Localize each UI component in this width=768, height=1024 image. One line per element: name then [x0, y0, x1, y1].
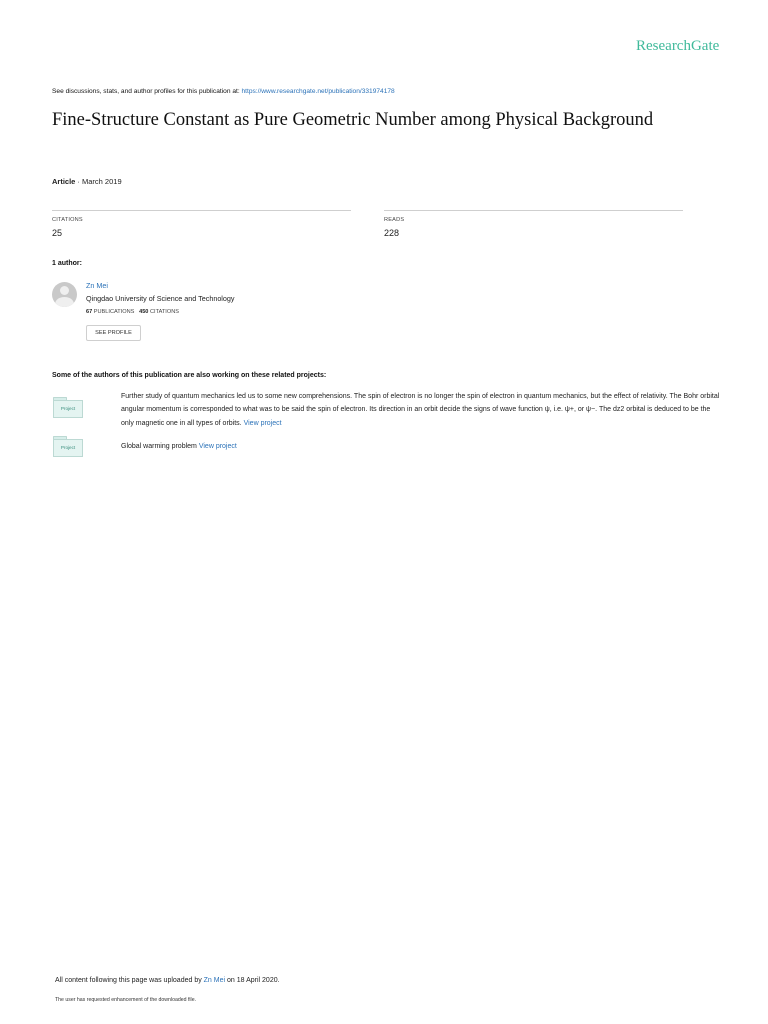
reads-divider: [384, 210, 683, 211]
author-avatar[interactable]: [52, 282, 77, 307]
publication-meta: [52, 177, 122, 186]
discussion-line: [52, 88, 395, 95]
citations-label: CITATIONS: [52, 217, 83, 223]
view-project-link[interactable]: View project: [198, 443, 237, 450]
author-publications-label: PUBLICATIONS: [92, 309, 135, 315]
author-citations-label: CITATIONS: [148, 309, 179, 315]
project-folder-icon[interactable]: [53, 397, 83, 419]
citations-value: 25: [52, 228, 63, 238]
project-description: [121, 440, 721, 453]
folder-label: Project: [53, 439, 83, 457]
reads-value: 228: [384, 228, 400, 238]
project-description: [121, 390, 721, 430]
researchgate-logo[interactable]: ResearchGate: [636, 38, 720, 54]
author-publications-count: 67: [86, 309, 93, 315]
author-citations-count: 450: [139, 309, 149, 315]
avatar-head-shape: [60, 286, 69, 295]
author-stats: [86, 309, 179, 315]
author-institution: Qingdao University of Science and Technology: [86, 294, 235, 303]
publication-title: Fine-Structure Constant as Pure Geometric Number among Physical Background: [52, 110, 654, 130]
project-text: Global warming problem: [121, 443, 197, 450]
enhancement-notice: The user has requested enhancement of the downloaded file.: [55, 997, 197, 1003]
upload-prefix: All content following this page was uploaded by: [55, 977, 204, 984]
upload-suffix: on 18 April 2020.: [225, 977, 280, 984]
project-folder-icon[interactable]: [53, 436, 83, 458]
uploader-link[interactable]: Zn Mei: [203, 977, 226, 984]
author-name-link[interactable]: Zn Mei: [86, 281, 108, 290]
projects-heading: Some of the authors of this publication are also working on these related projects:: [52, 372, 327, 379]
reads-label: READS: [384, 217, 405, 223]
publication-type: Article: [52, 177, 76, 186]
citations-divider: [52, 210, 351, 211]
upload-notice: [55, 977, 280, 984]
avatar-body-shape: [55, 297, 74, 307]
meta-separator: ·: [75, 177, 83, 186]
project-text: Further study of quantum mechanics led us to some new comprehensions. The spin of electron is no longer the spin of electron in quantum mechanics, but the effect of relativity. The Bohr orbital angular momentum is corresponded to what was to be said the spin of electron. Its direction in an orbit decide the signs of wave function ψ, i.e. ψ+, or ψ−. The dz2 orbital is deduced to be the only magnetic one in all types of orbits.: [121, 393, 720, 427]
folder-label: Project: [53, 400, 83, 418]
view-project-link[interactable]: View project: [243, 419, 282, 427]
publication-date: March 2019: [82, 177, 122, 186]
publication-url-link[interactable]: https://www.researchgate.net/publication/331974178: [241, 88, 395, 95]
discussion-prefix: See discussions, stats, and author profiles for this publication at:: [52, 88, 242, 95]
see-profile-button[interactable]: SEE PROFILE: [86, 325, 141, 341]
authors-heading: 1 author:: [52, 260, 82, 267]
